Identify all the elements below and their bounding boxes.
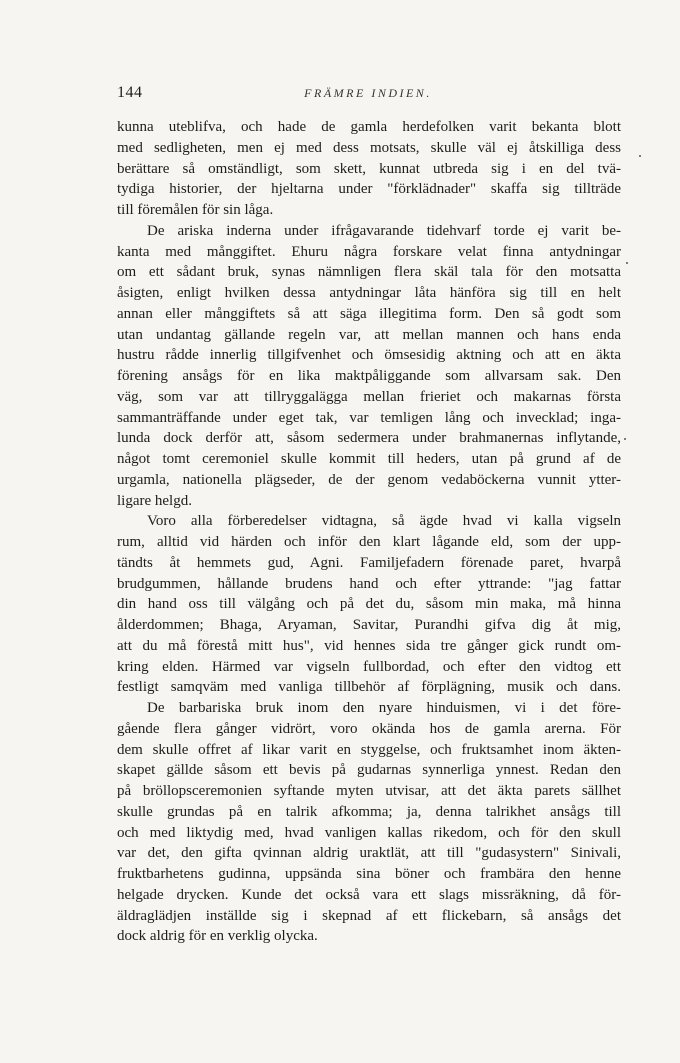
margin-speck [624, 438, 626, 440]
text-line: förening ansågs för en lika maktpåliggande som allvarsam sak. Den [117, 368, 621, 384]
text-line: annan eller månggiftets så att säga illegitima form. Den så godt som [117, 305, 621, 322]
text-line: helgade drycken. Kunde det också vara ett slags missräkning, då för- [117, 886, 621, 903]
text-line: rum, alltid vid härden och inför den klart lågande eld, som der upp- [117, 534, 621, 550]
text-line: berättare så omständligt, som skett, kunnat utbreda sig i en del tvä- [117, 160, 621, 177]
text-line: fruktbarhetens gudinna, uppsända sina böner och frambära den henne [117, 866, 621, 882]
text-line: Voro alla förberedelser vidtagna, så ägde hvad vi kalla vigseln [147, 513, 621, 530]
text-line: något tomt ceremoniel skulle kommit till heders, utan på grund af de [117, 451, 621, 467]
text-line: skapet gällde såsom ett bevis på gudarnas synnerliga ynnest. Redan den [117, 762, 621, 779]
text-line: äldraglädjen inställde sig i skepnad af ett flickebarn, så ansågs det [117, 907, 621, 924]
text-line: brudgummen, hållande brudens hand och efter yttrande: "jag fattar [117, 575, 621, 592]
text-line: gående flera gånger vidrört, voro okända hos de gamla arerna. För [117, 720, 621, 737]
text-line: utan undantag gällande regeln var, att mellan mannen och hans enda [117, 326, 621, 343]
text-line: tydiga historier, der hjeltarna under "förklädnader" skaffa sig tillträde [117, 181, 621, 198]
text-line: kunna uteblifva, och hade de gamla herdefolken varit bekanta blott [117, 119, 621, 135]
text-line: att du må förestå mitt hus", vid hennes sida tre gånger gick rundt om- [117, 637, 621, 654]
text-line: dem skulle offret af likar varit en styggelse, och fruktsamhet inom äkten- [117, 741, 621, 758]
text-line: dock aldrig för en verklig olycka. [117, 928, 318, 945]
text-line: sammanträffande under eget tak, var temligen lång och invecklad; inga- [117, 409, 621, 426]
text-line: skulle grundas på en talrik afkomma; ja, denna talrikhet ansågs till [117, 803, 621, 820]
page-header [117, 84, 619, 106]
text-line: om ett sådant bruk, synas nämnligen flera skäl tala för den motsatta [117, 264, 621, 281]
page-number: 144 [117, 84, 143, 101]
text-line: urgamla, nationella plägseder, de der genom vedaböckerna vunnit ytter- [117, 471, 621, 488]
text-line: hustru rådde innerlig tillgifvenhet och ömsesidig aktning och att en äkta [117, 347, 621, 364]
text-line: och med liktydig med, hvad vanligen kallas rikedom, och för den skull [117, 824, 621, 841]
text-line: ligare helgd. [117, 492, 192, 509]
text-line: kring elden. Härmed var vigseln fullbordad, och efter den vidtog ett [117, 658, 621, 675]
text-line: till föremålen för sin låga. [117, 202, 274, 218]
text-line: tändts åt hemmets gud, Agni. Familjefadern förenade paret, hvarpå [117, 554, 621, 571]
text-line: festligt samqväm med vanliga tillbehör af förplägning, musik och dans. [117, 679, 621, 696]
text-line: ålderdommen; Bhaga, Aryaman, Savitar, Purandhi gifva dig åt mig, [117, 617, 621, 633]
text-line: väg, som var att tillryggalägga mellan frieriet och makarnas första [117, 388, 621, 405]
text-line: kanta med månggiftet. Ehuru några forskare velat finna antydningar [117, 243, 621, 260]
text-line: åsigten, enligt hvilken dessa antydningar låta hänföra sig till en helt [117, 285, 621, 301]
margin-speck [639, 155, 641, 157]
text-line: lunda dock derför att, såsom sedermera under brahmanernas inflytande, [117, 430, 621, 447]
margin-speck [626, 262, 628, 264]
text-line: med sedligheten, men ej med dess motsats, skulle väl ej åtskilliga dess [117, 139, 621, 156]
text-line: din hand oss till välgång och på det du, såsom min maka, må hinna [117, 596, 621, 613]
text-line: var det, den gifta qvinnan aldrig uraktlät, att till "gudasystern" Sinivali, [117, 845, 621, 862]
body-text [117, 117, 621, 947]
text-line: De barbariska bruk inom den nyare hinduismen, vi i det före- [147, 700, 621, 716]
running-title: FRÄMRE INDIEN. [304, 86, 432, 100]
text-line: De ariska inderna under ifrågavarande tidehvarf torde ej varit be- [147, 222, 621, 239]
text-line: på bröllopsceremonien syftande myten utvisar, att det äkta parets sällhet [117, 783, 621, 799]
